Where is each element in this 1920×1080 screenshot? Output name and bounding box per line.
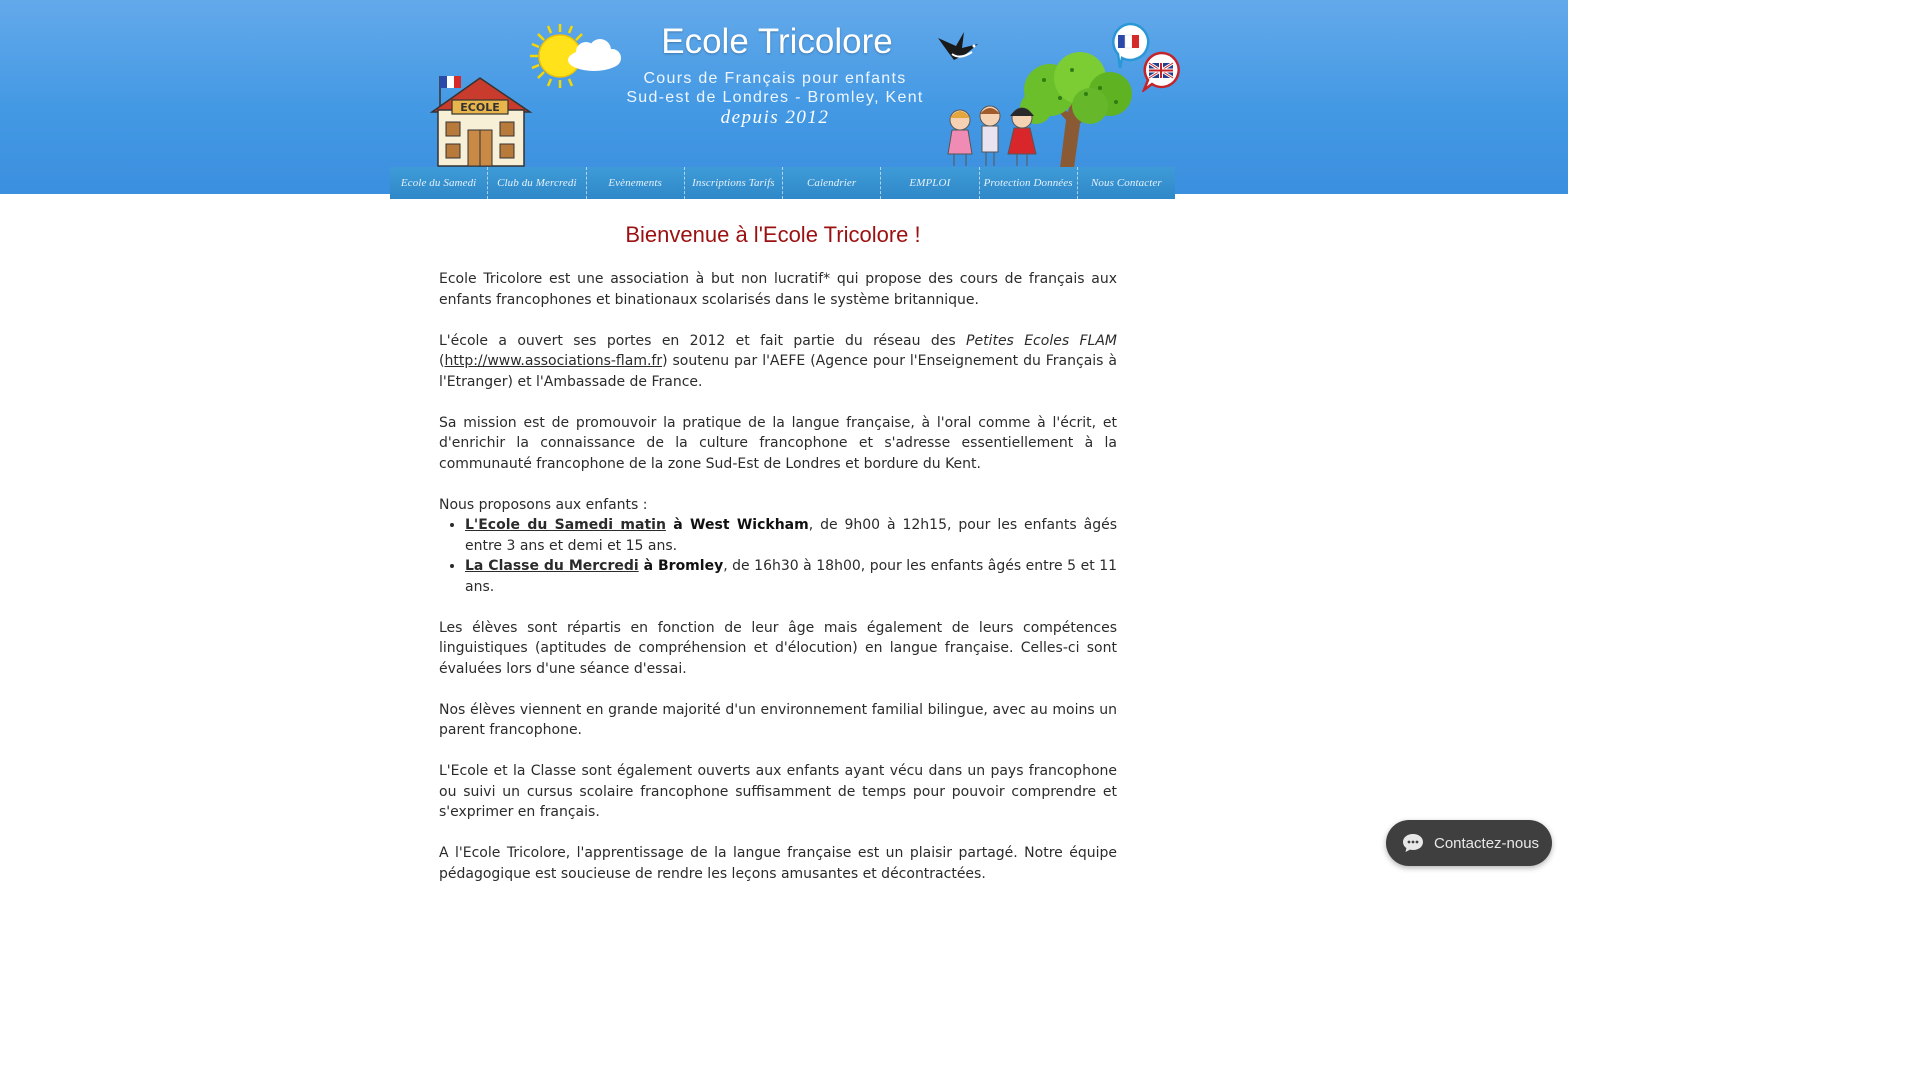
site-title: Ecole Tricolore [661,22,893,61]
flam-network-name: Petites Ecoles FLAM [966,332,1117,349]
house-sign-text: ECOLE [460,101,500,114]
eligibility-paragraph: L'Ecole et la Classe sont également ouverts aux enfants ayant vécu dans un pays francophone ou suivi un cursus scolaire francophone suffisamment de temps pour pouvoir comprendre et s'exprimer en français. [439,763,1117,820]
nav-item-calendrier[interactable]: Calendrier [783,167,881,199]
offer-intro: Nous proposons aux enfants : [439,496,648,513]
list-item [465,515,1117,556]
contact-widget-button[interactable] [1386,820,1552,866]
flam-text-a: L'école a ouvert ses portes en 2012 et fait partie du réseau des [439,332,967,349]
school-house-illustration [428,72,534,168]
nav-item-nous-contacter[interactable]: Nous Contacter [1078,167,1175,199]
flam-text-c: ) soutenu par l'AEFE (Agence pour l'Enseignement du Français à l'Etranger) et l'Ambassade de France. [439,353,1117,390]
list-item-location: à Bromley [638,558,724,574]
classe-du-mercredi-link[interactable]: La Classe du Mercredi [465,558,639,574]
main-nav [390,167,1175,199]
since-year: depuis 2012 [720,107,830,128]
list-item-details: , de 9h00 à 12h15, pour les enfants âgés entre 3 ans et demi et 15 ans. [465,517,1117,554]
flam-text-b: ( [439,353,445,369]
contact-widget-label: Contactez-nous [1434,834,1540,852]
closing-paragraph: A l'Ecole Tricolore, l'apprentissage de la langue française est un plaisir partagé. Notre équipe pédagogique est soucieuse de rendre les leçons amusantes et décontractées. [439,845,1117,882]
nav-item-evenements[interactable]: Evènements [587,167,685,199]
list-item-details: , de 16h30 à 18h00, pour les enfants âgés entre 5 et 11 ans. [465,558,1118,595]
main-content [439,269,1117,905]
list-item-location: à West Wickham [665,517,809,533]
offer-list [439,515,1117,597]
chat-icon [1402,833,1424,853]
nav-item-protection-donnees[interactable]: Protection Données [980,167,1078,199]
page-heading: Bienvenue à l'Ecole Tricolore ! [625,222,921,247]
nav-item-club-du-mercredi[interactable]: Club du Mercredi [488,167,586,199]
nav-item-emploi[interactable]: EMPLOI [881,167,979,199]
uk-flag-icon[interactable] [1140,50,1182,92]
site-subtitle-line1: Cours de Français pour enfants [643,70,907,87]
intro-paragraph: Ecole Tricolore est une association à but non lucratif* qui propose des cours de français aux enfants francophones et binationaux scolarisés dans le système britannique. [439,271,1117,308]
list-item [465,556,1117,597]
site-subtitle-line2: Sud-est de Londres - Bromley, Kent [626,89,924,106]
nav-item-inscriptions-tarifs[interactable]: Inscriptions Tarifs [685,167,783,199]
ecole-du-samedi-link[interactable]: L'Ecole du Samedi matin [465,517,666,533]
site-header [0,0,1568,194]
nav-item-ecole-du-samedi[interactable]: Ecole du Samedi [390,167,488,199]
flam-link[interactable]: http://www.associations-flam.fr [444,353,663,369]
mission-paragraph: Sa mission est de promouvoir la pratique de la langue française, à l'oral comme à l'écrit, et d'enrichir la connaissance de la culture francophone et s'adresse essentiellement à la communauté francophone de la zone Sud-Est de Londres et bordure du Kent. [439,414,1117,472]
students-paragraph: Les élèves sont répartis en fonction de leur âge mais également de leurs compétences linguistiques (aptitudes de compréhension et d'élocution) en langue française. Celles-ci sont évaluées lors d'une séance d'essai. [439,619,1117,677]
bilingual-paragraph: Nos élèves viennent en grande majorité d'un environnement familial bilingue, avec au moins un parent francophone. [439,701,1117,738]
flam-paragraph [439,331,1117,393]
